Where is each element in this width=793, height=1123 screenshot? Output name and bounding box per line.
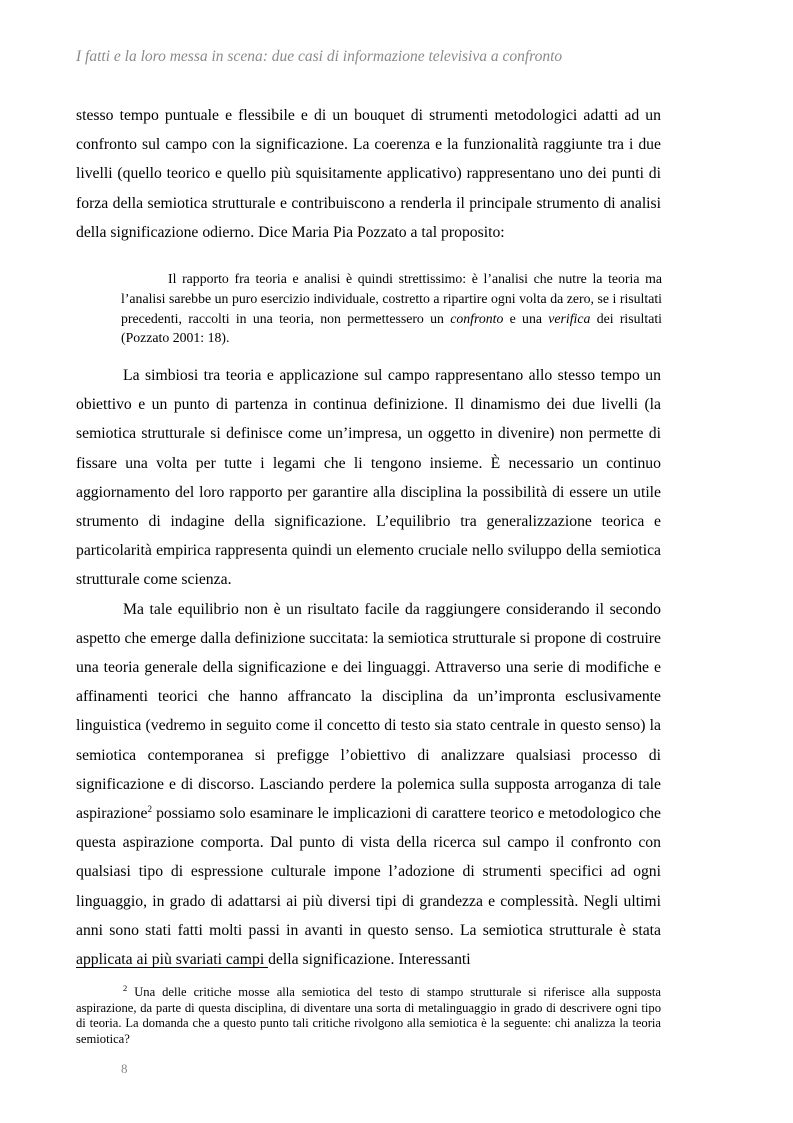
block-quote-text	[121, 269, 662, 348]
footnote-number: 2	[123, 983, 128, 993]
main-text	[76, 361, 661, 974]
footnote-reference[interactable]: 2	[147, 804, 152, 815]
footnote	[76, 985, 661, 1047]
paragraph-equilibrio	[76, 595, 661, 975]
block-quote	[121, 269, 662, 348]
page-number: 8	[121, 1061, 128, 1076]
quote-emphasis-confronto: confronto	[450, 310, 504, 326]
footnote-separator	[76, 967, 268, 968]
quote-text-part: e una	[503, 310, 549, 326]
quote-text-part: dei risultati (Pozzato 2001: 18).	[121, 310, 662, 346]
footnote-text	[76, 985, 661, 1047]
paragraph-text-part: Ma tale equilibrio non è un risultato facile da raggiungere considerando il secondo aspetto che emerge dalla definizione succitata: la semiotica strutturale si propone di costruire una teoria generale della significazione e dei linguaggi. Attraverso una serie di modifiche e affinamenti teorici che hanno affrancato la disciplina da un’impronta esclusivamente linguistica (vedremo in seguito come il concetto di testo sia stato centrale in questo senso) la semiotica contemporanea si prefigge l’obiettivo di analizzare qualsiasi processo di significazione e di discorso. Lasciando perdere la polemica sulla supposta arroganza di tale aspirazione	[76, 600, 661, 823]
paragraph-continued	[76, 101, 661, 247]
footnote-body: Una delle critiche mosse alla semiotica del testo di stampo strutturale si riferisce alla supposta aspirazione, da parte di questa disciplina, di diventare una sorta di metalinguaggio in grado di descrivere ogni tipo di teoria. La domanda che a questo punto tali critiche rivolgono alla semiotica è la seguente: chi analizza la teoria semiotica?	[76, 985, 661, 1046]
running-header: I fatti e la loro messa in scena: due casi di informazione televisiva a confronto	[76, 48, 563, 65]
quote-text-part: Il rapporto fra teoria e analisi è quindi strettissimo: è l’analisi che nutre la teoria ma l’analisi sarebbe un puro esercizio individuale, costretto a ripartire ogni volta da zero, se i risultati precedenti, raccolti in una teoria, non permettessero un	[121, 271, 662, 326]
paragraph-simbiosi: La simbiosi tra teoria e applicazione sul campo rappresentano allo stesso tempo un obiettivo e un punto di partenza in continua definizione. Il dinamismo dei due livelli (la semiotica strutturale si definisce come un’impresa, un oggetto in divenire) non permette di fissare una volta per tutte i legami che li tengono insieme. È necessario un continuo aggiornamento del loro rapporto per garantire alla disciplina la possibilità di essere un utile strumento di indagine della significazione. L’equilibrio tra generalizzazione teorica e particolarità empirica rappresenta quindi un elemento cruciale nello sviluppo della semiotica strutturale come scienza.	[76, 367, 661, 589]
paragraph-text-part: possiamo solo esaminare le implicazioni di carattere teorico e metodologico che questa aspirazione comporta. Dal punto di vista della ricerca sul campo il confronto con qualsiasi tipo di espressione culturale impone l’adozione di strumenti specifici ad ogni linguaggio, in grado di adattarsi ai più diversi tipi di grandezza e complessità. Negli ultimi anni sono stati fatti molti passi in avanti in questo senso. La semiotica strutturale è stata applicata ai più svariati campi della significazione. Interessanti	[76, 805, 661, 969]
quote-emphasis-verifica: verifica	[548, 310, 591, 326]
paragraph-text: stesso tempo puntuale e flessibile e di un bouquet di strumenti metodologici adatti ad un confronto sul campo con la significazione. La coerenza e la funzionalità raggiunte tra i due livelli (quello teorico e quello più squisitamente applicativo) rappresentano uno dei punti di forza della semiotica strutturale e contribuiscono a renderla il principale strumento di analisi della significazione odierno. Dice Maria Pia Pozzato a tal proposito:	[76, 107, 661, 241]
